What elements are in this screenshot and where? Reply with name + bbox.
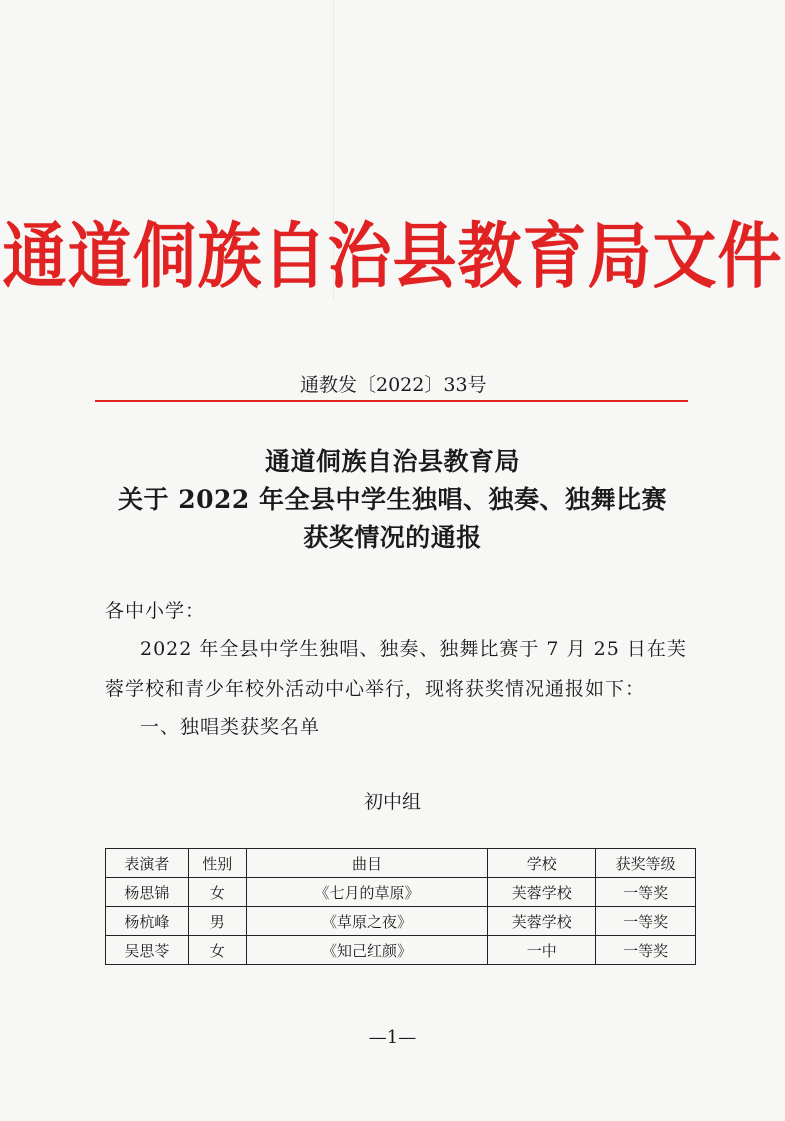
- table-cell: 芙蓉学校: [488, 878, 596, 907]
- table-cell: 芙蓉学校: [488, 907, 596, 936]
- body-paragraph-line-2: 蓉学校和青少年校外活动中心举行，现将获奖情况通报如下：: [105, 678, 646, 700]
- table-header-cell: 性别: [188, 849, 246, 878]
- table-header-row: [106, 849, 696, 878]
- table-cell: 吴思苓: [106, 936, 189, 965]
- salutation: 各中小学：: [105, 600, 206, 622]
- table-cell: 杨杭峰: [106, 907, 189, 936]
- table-row: [106, 907, 696, 936]
- table-cell: 一中: [488, 936, 596, 965]
- table-cell: 男: [188, 907, 246, 936]
- table-header-cell: 获奖等级: [596, 849, 696, 878]
- table-cell: 一等奖: [596, 907, 696, 936]
- table-cell: 《草原之夜》: [246, 907, 488, 936]
- section-heading: 一、独唱类获奖名单: [140, 716, 321, 738]
- page-number: —1—: [368, 1027, 417, 1048]
- table-row: [106, 936, 696, 965]
- table-cell: 一等奖: [596, 878, 696, 907]
- table-cell: 杨思锦: [106, 878, 189, 907]
- table-header-cell: 学校: [488, 849, 596, 878]
- headline-line-2: 关于 2022 年全县中学生独唱、独奏、独舞比赛: [118, 485, 667, 514]
- issuer-title: 通道侗族自治县教育局文件: [2, 215, 783, 300]
- table-row: [106, 878, 696, 907]
- awards-table: [105, 848, 696, 965]
- table-header-cell: 表演者: [106, 849, 189, 878]
- table-cell: 女: [188, 936, 246, 965]
- group-label: 初中组: [363, 791, 421, 813]
- table-header-cell: 曲目: [246, 849, 488, 878]
- table-cell: 《七月的草原》: [246, 878, 488, 907]
- table-cell: 女: [188, 878, 246, 907]
- document-number: 通教发〔2022〕33号: [300, 374, 487, 396]
- red-separator-line: [95, 400, 688, 402]
- headline-line-3: 获奖情况的通报: [303, 523, 482, 552]
- table-cell: 《知己红颜》: [246, 936, 488, 965]
- body-paragraph-line-1: 2022 年全县中学生独唱、独奏、独舞比赛于 7 月 25 日在芙: [140, 638, 687, 660]
- headline-line-1: 通道侗族自治县教育局: [264, 447, 520, 476]
- table-cell: 一等奖: [596, 936, 696, 965]
